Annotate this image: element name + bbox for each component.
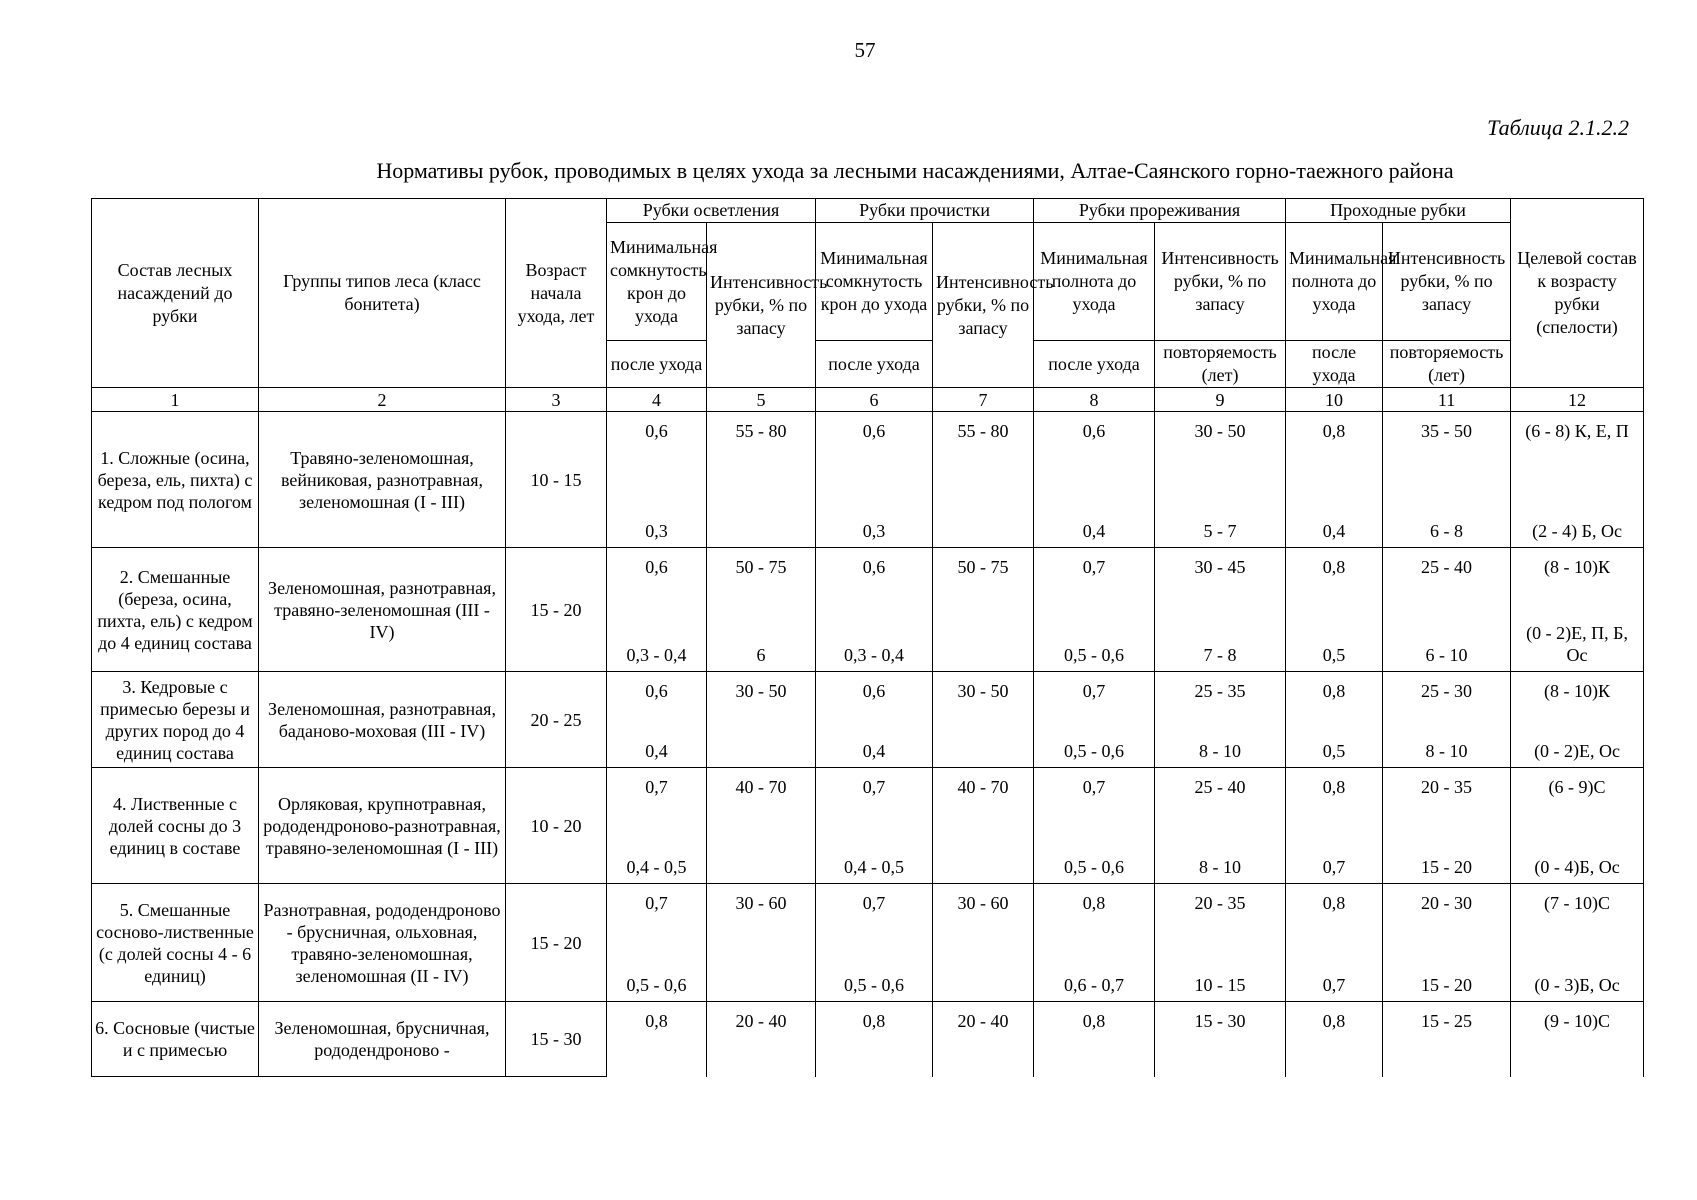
cell-c8	[1034, 412, 1155, 548]
col-number: 2	[259, 388, 506, 412]
cell-c7	[933, 768, 1034, 884]
cell-c12	[1511, 672, 1644, 768]
header-group-prorezhivanie: Рубки прореживания	[1034, 199, 1286, 223]
cell-value-pair	[1289, 884, 1379, 998]
cell-composition: 1. Сложные (осина, береза, ель, пихта) с кедром под пологом	[92, 412, 259, 548]
value-before: 0,7	[862, 893, 886, 913]
cell-c6	[816, 1002, 933, 1077]
value-after: 0,4	[862, 741, 886, 761]
value-after: 0,3 - 0,4	[626, 645, 687, 665]
value-after	[710, 542, 812, 544]
col-number: 6	[816, 388, 933, 412]
cell-composition: 4. Лиственные с долей сосны до 3 единиц в составе	[92, 768, 259, 884]
cell-value-pair	[710, 412, 812, 544]
value-before: 25 - 40	[1194, 777, 1246, 797]
cell-start-age: 10 - 20	[506, 768, 607, 884]
col-number: 1	[92, 388, 259, 412]
value-before: 0,8	[1322, 893, 1346, 913]
cell-c8	[1034, 884, 1155, 1002]
value-before: 20 - 40	[735, 1011, 787, 1031]
value-before: 0,6	[862, 421, 886, 441]
value-after: 6 - 10	[1425, 645, 1468, 665]
col-number: 9	[1155, 388, 1286, 412]
value-after: 0,4 - 0,5	[844, 857, 905, 877]
value-after	[1514, 1071, 1640, 1073]
cell-c12	[1511, 884, 1644, 1002]
table-title: Нормативы рубок, проводимых в целях ухода за лесными насаждениями, Алтае-Саянского горно-таежного района	[376, 158, 1454, 183]
header-c11-bottom: повторяемость (лет)	[1383, 341, 1511, 388]
cell-value-pair	[1037, 548, 1151, 668]
cell-value-pair	[710, 548, 812, 668]
cell-value-pair	[1158, 548, 1282, 668]
value-before: 30 - 45	[1194, 557, 1246, 577]
value-after	[936, 762, 1030, 764]
value-before: 0,8	[1322, 557, 1346, 577]
header-c8-top: Минимальная полнота до ухода	[1034, 223, 1155, 341]
value-before: 0,6	[1082, 421, 1106, 441]
header-forest-groups: Группы типов леса (класс бонитета)	[259, 199, 506, 388]
header-c7: Интенсивность рубки, % по запасу	[933, 223, 1034, 388]
page-number: 57	[854, 38, 876, 62]
table-label: Таблица 2.1.2.2	[1487, 115, 1629, 140]
value-after: (2 - 4) Б, Ос	[1532, 521, 1622, 541]
cell-forest-groups: Разнотравная, рододендроново - брусничная, ольховная, травяно-зеленомошная, зеленомошная (II - IV)	[259, 884, 506, 1002]
cell-value-pair	[936, 768, 1030, 880]
cell-c11	[1383, 672, 1511, 768]
cell-c10	[1286, 672, 1383, 768]
value-before: 0,7	[1082, 777, 1106, 797]
col-number: 12	[1511, 388, 1644, 412]
value-before: 0,6	[862, 681, 886, 701]
header-c5: Интенсивность рубки, % по запасу	[707, 223, 816, 388]
cell-value-pair	[610, 672, 703, 764]
value-after: 15 - 20	[1421, 857, 1473, 877]
cell-c4	[607, 548, 707, 672]
cell-c5	[707, 884, 816, 1002]
value-before: (8 - 10)К	[1544, 557, 1611, 577]
cell-c10	[1286, 768, 1383, 884]
cell-value-pair	[1158, 672, 1282, 764]
cell-c4	[607, 884, 707, 1002]
cell-c10	[1286, 1002, 1383, 1077]
cell-value-pair	[1158, 884, 1282, 998]
cell-c5	[707, 548, 816, 672]
cell-start-age: 15 - 30	[506, 1002, 607, 1077]
cell-value-pair	[1386, 1002, 1507, 1073]
cell-value-pair	[819, 672, 929, 764]
cell-composition: 6. Сосновые (чистые и с примесью	[92, 1002, 259, 1077]
cell-value-pair	[819, 1002, 929, 1073]
cell-c8	[1034, 548, 1155, 672]
table-row	[92, 768, 1644, 884]
value-before: 40 - 70	[735, 777, 787, 797]
value-before: 0,7	[645, 893, 668, 913]
value-after: 0,3	[645, 521, 668, 541]
cell-value-pair	[1514, 548, 1640, 668]
value-before: 0,8	[1322, 1011, 1346, 1031]
cell-c4	[607, 1002, 707, 1077]
value-after	[710, 1071, 812, 1073]
value-after	[819, 1071, 929, 1073]
header-start-age: Возраст начала ухода, лет	[506, 199, 607, 388]
value-after: 6 - 8	[1430, 521, 1464, 541]
col-number: 3	[506, 388, 607, 412]
value-after: 0,5 - 0,6	[1064, 857, 1125, 877]
table-row	[92, 548, 1644, 672]
header-group-osvetlenie: Рубки осветления	[607, 199, 816, 223]
cell-c5	[707, 768, 816, 884]
cell-c7	[933, 412, 1034, 548]
header-c4-top: Минимальная сомкнутость крон до ухода	[607, 223, 707, 341]
header-c10-top: Минимальная полнота до ухода	[1286, 223, 1383, 341]
value-before: 30 - 50	[957, 681, 1009, 701]
cell-c4	[607, 768, 707, 884]
cell-value-pair	[1386, 672, 1507, 764]
value-after: (0 - 4)Б, Ос	[1534, 857, 1620, 877]
cell-value-pair	[819, 884, 929, 998]
cell-c5	[707, 412, 816, 548]
value-before: 30 - 50	[1194, 421, 1246, 441]
value-after	[1289, 1071, 1379, 1073]
table-row	[92, 1002, 1644, 1077]
value-after: (0 - 2)Е, П, Б, Ос	[1526, 623, 1628, 665]
value-after	[710, 762, 812, 764]
value-before: 50 - 75	[735, 557, 787, 577]
cell-value-pair	[1158, 412, 1282, 544]
cell-c7	[933, 548, 1034, 672]
cell-value-pair	[1037, 768, 1151, 880]
value-after: 0,3 - 0,4	[844, 645, 905, 665]
cell-c8	[1034, 1002, 1155, 1077]
cell-value-pair	[710, 672, 812, 764]
cell-forest-groups: Травяно-зеленомошная, вейниковая, разнотравная, зеленомошная (I - III)	[259, 412, 506, 548]
value-before: (9 - 10)С	[1544, 1011, 1611, 1031]
value-before: (8 - 10)К	[1544, 681, 1611, 701]
value-after: 0,3	[862, 521, 886, 541]
value-after: (0 - 3)Б, Ос	[1534, 975, 1620, 995]
header-target-composition: Целевой состав к возрасту рубки (спелости)	[1511, 199, 1644, 388]
table-row	[92, 672, 1644, 768]
col-number: 5	[707, 388, 816, 412]
value-after	[710, 878, 812, 880]
value-before: 30 - 60	[957, 893, 1009, 913]
cell-value-pair	[1386, 768, 1507, 880]
cell-c9	[1155, 672, 1286, 768]
cell-value-pair	[819, 412, 929, 544]
cell-value-pair	[936, 412, 1030, 544]
cell-value-pair	[710, 884, 812, 998]
value-after	[936, 666, 1030, 668]
header-c6-bottom: после ухода	[816, 341, 933, 388]
value-before: (7 - 10)С	[1544, 893, 1611, 913]
header-c9-top: Интенсивность рубки, % по запасу	[1155, 223, 1286, 341]
header-c10-bottom: после ухода	[1286, 341, 1383, 388]
value-before: 15 - 25	[1421, 1011, 1473, 1031]
value-before: 0,8	[1322, 421, 1346, 441]
cell-forest-groups: Зеленомошная, брусничная, рододендроново -	[259, 1002, 506, 1077]
cell-c5	[707, 672, 816, 768]
cell-value-pair	[1514, 884, 1640, 998]
cell-c12	[1511, 1002, 1644, 1077]
value-after: 5 - 7	[1203, 521, 1237, 541]
cell-value-pair	[1514, 412, 1640, 544]
value-after	[1386, 1071, 1507, 1073]
value-after	[1158, 1071, 1282, 1073]
cell-value-pair	[1514, 1002, 1640, 1073]
cell-value-pair	[936, 884, 1030, 998]
cell-forest-groups: Зеленомошная, разнотравная, травяно-зеленомошная (III - IV)	[259, 548, 506, 672]
cell-c12	[1511, 548, 1644, 672]
value-after: 0,7	[1322, 975, 1346, 995]
cell-value-pair	[936, 672, 1030, 764]
value-before: 0,6	[645, 557, 668, 577]
value-after: 0,6 - 0,7	[1064, 975, 1125, 995]
cell-value-pair	[1289, 672, 1379, 764]
cell-composition: 2. Смешанные (береза, осина, пихта, ель) с кедром до 4 единиц состава	[92, 548, 259, 672]
cell-value-pair	[1158, 768, 1282, 880]
cell-value-pair	[1386, 412, 1507, 544]
cell-c6	[816, 768, 933, 884]
value-after: 0,4 - 0,5	[626, 857, 687, 877]
cell-c11	[1383, 768, 1511, 884]
value-after: 0,5 - 0,6	[1064, 741, 1125, 761]
cell-c6	[816, 884, 933, 1002]
value-before: 0,7	[862, 777, 886, 797]
value-after	[936, 878, 1030, 880]
cell-value-pair	[1037, 672, 1151, 764]
value-before: 20 - 35	[1194, 893, 1246, 913]
cell-value-pair	[1037, 884, 1151, 998]
value-before: 0,6	[645, 681, 668, 701]
cell-c11	[1383, 548, 1511, 672]
cell-c6	[816, 412, 933, 548]
cell-start-age: 15 - 20	[506, 548, 607, 672]
cell-c12	[1511, 768, 1644, 884]
value-before: 15 - 30	[1194, 1011, 1246, 1031]
cell-c10	[1286, 412, 1383, 548]
cell-c4	[607, 672, 707, 768]
value-before: 20 - 30	[1421, 893, 1473, 913]
value-after: 0,5	[1322, 645, 1346, 665]
cell-value-pair	[1289, 1002, 1379, 1073]
cell-value-pair	[936, 548, 1030, 668]
value-before: 0,7	[645, 777, 668, 797]
value-after	[710, 996, 812, 998]
cell-c6	[816, 548, 933, 672]
value-before: 0,8	[1082, 1011, 1106, 1031]
value-before: 0,7	[1082, 557, 1106, 577]
cell-c9	[1155, 1002, 1286, 1077]
cell-forest-groups: Зеленомошная, разнотравная, баданово-моховая (III - IV)	[259, 672, 506, 768]
value-after	[936, 542, 1030, 544]
value-before: 0,8	[1322, 777, 1346, 797]
cell-value-pair	[610, 412, 703, 544]
col-number: 11	[1383, 388, 1511, 412]
cell-value-pair	[1514, 768, 1640, 880]
value-after: 0,5	[1322, 741, 1346, 761]
cell-c8	[1034, 672, 1155, 768]
value-before: 25 - 30	[1421, 681, 1473, 701]
cell-c9	[1155, 412, 1286, 548]
header-group-prochistka: Рубки прочистки	[816, 199, 1034, 223]
col-number: 10	[1286, 388, 1383, 412]
cell-c7	[933, 672, 1034, 768]
value-after	[1037, 1071, 1151, 1073]
cell-value-pair	[1289, 768, 1379, 880]
cell-c6	[816, 672, 933, 768]
cell-c11	[1383, 412, 1511, 548]
value-before: 50 - 75	[957, 557, 1009, 577]
value-after: 15 - 20	[1421, 975, 1473, 995]
cell-value-pair	[1289, 548, 1379, 668]
cell-c8	[1034, 768, 1155, 884]
cell-c9	[1155, 768, 1286, 884]
value-before: 20 - 35	[1421, 777, 1473, 797]
cell-start-age: 10 - 15	[506, 412, 607, 548]
cell-composition: 5. Смешанные сосново-лиственные (с долей сосны 4 - 6 единиц)	[92, 884, 259, 1002]
cell-value-pair	[1386, 884, 1507, 998]
cell-value-pair	[1514, 672, 1640, 764]
value-before: 55 - 80	[735, 421, 787, 441]
cell-c11	[1383, 884, 1511, 1002]
cell-composition: 3. Кедровые с примесью березы и других пород до 4 единиц состава	[92, 672, 259, 768]
col-number: 8	[1034, 388, 1155, 412]
cell-value-pair	[610, 768, 703, 880]
cell-value-pair	[936, 1002, 1030, 1073]
cell-value-pair	[819, 548, 929, 668]
value-after: 0,5 - 0,6	[1064, 645, 1125, 665]
value-before: 30 - 60	[735, 893, 787, 913]
header-c8-bottom: после ухода	[1034, 341, 1155, 388]
header-composition: Состав лесных насаждений до рубки	[92, 199, 259, 388]
cell-value-pair	[710, 1002, 812, 1073]
value-before: 0,7	[1082, 681, 1106, 701]
table-row	[92, 412, 1644, 548]
value-before: 25 - 40	[1421, 557, 1473, 577]
cell-c7	[933, 884, 1034, 1002]
value-after: 7 - 8	[1203, 645, 1237, 665]
value-before: 25 - 35	[1194, 681, 1246, 701]
value-before: 0,6	[862, 557, 886, 577]
cell-value-pair	[1037, 412, 1151, 544]
cell-c7	[933, 1002, 1034, 1077]
value-before: 30 - 50	[735, 681, 787, 701]
value-after	[610, 1071, 703, 1073]
header-c11-top: Интенсивность рубки, % по запасу	[1383, 223, 1511, 341]
value-before: 0,8	[1082, 893, 1106, 913]
value-after: 0,4	[1322, 521, 1346, 541]
value-after: 10 - 15	[1194, 975, 1246, 995]
value-after: 6	[756, 645, 766, 665]
value-after: 0,4	[1082, 521, 1106, 541]
cell-value-pair	[819, 768, 929, 880]
standards-table	[91, 198, 1644, 1077]
cell-value-pair	[610, 884, 703, 998]
value-after: 0,5 - 0,6	[626, 975, 687, 995]
value-after: 0,4	[645, 741, 668, 761]
value-after	[936, 996, 1030, 998]
header-group-prohodnye: Проходные рубки	[1286, 199, 1511, 223]
value-before: 20 - 40	[957, 1011, 1009, 1031]
cell-value-pair	[1158, 1002, 1282, 1073]
cell-c4	[607, 412, 707, 548]
header-c6-top: Минимальная сомкнутость крон до ухода	[816, 223, 933, 341]
cell-c9	[1155, 548, 1286, 672]
value-after: 8 - 10	[1199, 741, 1242, 761]
value-after: 0,5 - 0,6	[844, 975, 905, 995]
value-before: 0,8	[1322, 681, 1346, 701]
cell-c9	[1155, 884, 1286, 1002]
cell-start-age: 15 - 20	[506, 884, 607, 1002]
header-c4-bottom: после ухода	[607, 341, 707, 388]
cell-c12	[1511, 412, 1644, 548]
cell-value-pair	[1289, 412, 1379, 544]
value-before: (6 - 8) К, Е, П	[1525, 421, 1629, 441]
value-before: 55 - 80	[957, 421, 1009, 441]
cell-value-pair	[1037, 1002, 1151, 1073]
cell-c11	[1383, 1002, 1511, 1077]
table-row	[92, 884, 1644, 1002]
value-after	[936, 1071, 1030, 1073]
cell-value-pair	[610, 1002, 703, 1073]
value-before: 40 - 70	[957, 777, 1009, 797]
cell-c5	[707, 1002, 816, 1077]
col-number: 4	[607, 388, 707, 412]
value-after: 8 - 10	[1199, 857, 1242, 877]
value-before: 0,6	[645, 421, 668, 441]
cell-start-age: 20 - 25	[506, 672, 607, 768]
cell-value-pair	[610, 548, 703, 668]
header-c9-bottom: повторяемость (лет)	[1155, 341, 1286, 388]
cell-value-pair	[1386, 548, 1507, 668]
value-before: (6 - 9)С	[1548, 777, 1606, 797]
value-before: 0,8	[645, 1011, 668, 1031]
cell-forest-groups: Орляковая, крупнотравная, рододендроново-разнотравная, травяно-зеленомошная (I - III)	[259, 768, 506, 884]
cell-value-pair	[710, 768, 812, 880]
value-after: 8 - 10	[1425, 741, 1468, 761]
value-after: 0,7	[1322, 857, 1346, 877]
value-before: 0,8	[862, 1011, 886, 1031]
cell-c10	[1286, 548, 1383, 672]
value-after: (0 - 2)Е, Ос	[1534, 741, 1621, 761]
cell-c10	[1286, 884, 1383, 1002]
col-number: 7	[933, 388, 1034, 412]
value-before: 35 - 50	[1421, 421, 1473, 441]
